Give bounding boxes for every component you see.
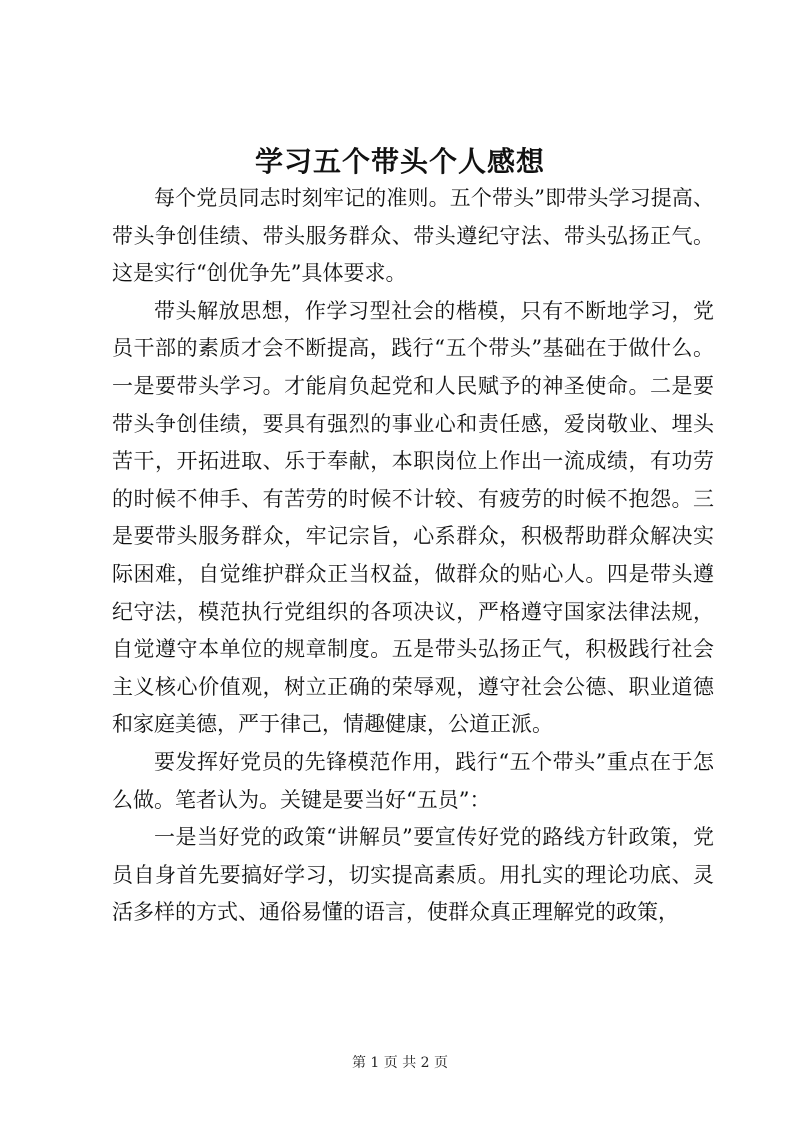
- paragraph-4: 一是当好党的政策“讲解员”要宣传好党的路线方针政策，党员自身首先要搞好学习，切实提高素质。用扎实的理论功底、灵活多样的方式、通俗易懂的语言，使群众真正理解党的政策，: [112, 825, 714, 925]
- paragraph-1: 每个党员同志时刻牢记的准则。五个带头”即带头学习提高、带头争创佳绩、带头服务群众、带头遵纪守法、带头弘扬正气。这是实行“创优争先”具体要求。: [112, 186, 714, 286]
- paragraph-2: 带头解放思想，作学习型社会的楷模，只有不断地学习，党员干部的素质才会不断提高，践行“五个带头”基础在于做什么。一是要带头学习。才能肩负起党和人民赋予的神圣使命。二是要带头争创佳绩，要具有强烈的事业心和责任感，爱岗敬业、埋头苦干，开拓进取、乐于奉献，本职岗位上作出一流成绩，有功劳的时候不伸手、有苦劳的时候不计较、有疲劳的时候不抱怨。三是要带头服务群众，牢记宗旨，心系群众，积极帮助群众解决实际困难，自觉维护群众正当权益，做群众的贴心人。四是带头遵纪守法，模范执行党组织的各项决议，严格遵守国家法律法规，自觉遵守本单位的规章制度。五是带头弘扬正气，积极践行社会主义核心价值观，树立正确的荣辱观，遵守社会公德、职业道德和家庭美德，严于律己，情趣健康，公道正派。: [112, 298, 714, 737]
- document-body: [112, 180, 714, 932]
- document-title: 学习五个带头个人感想: [254, 145, 545, 178]
- page-footer: 第 1 页 共 2 页: [351, 1055, 449, 1071]
- paragraph-3: 要发挥好党员的先锋模范作用，践行“五个带头”重点在于怎么做。笔者认为。关键是要当好“五员”：: [112, 749, 714, 812]
